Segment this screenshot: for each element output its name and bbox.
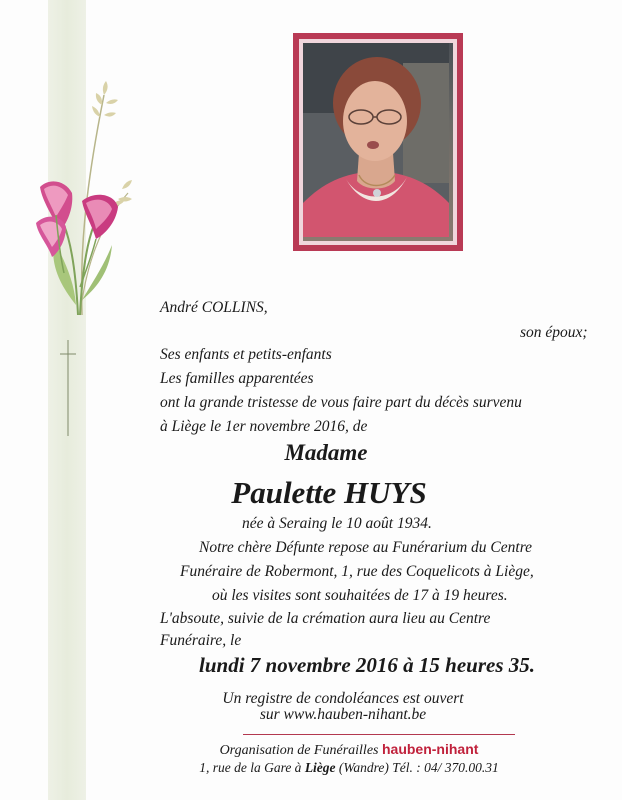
register-line: Un registre de condoléances est ouvert [222, 690, 464, 707]
portrait-photo [303, 43, 453, 241]
footer-divider [243, 734, 515, 735]
body-line: Notre chère Défunte repose au Funérarium du Centre [199, 539, 533, 556]
deceased-name: Paulette HUYS [231, 475, 427, 510]
deceased-title: Madame [284, 440, 368, 465]
family-line: ont la grande tristesse de vous faire part du décès survenu [160, 394, 522, 411]
cross-icon [60, 340, 76, 436]
brand-name: hauben-nihant [381, 741, 479, 757]
body-line: Funéraire, le [160, 632, 242, 649]
ceremony-date: lundi 7 novembre 2016 à 15 heures 35. [199, 653, 536, 677]
address-rest: (Wandre) Tél. : 04/ 370.00.31 [338, 760, 499, 775]
spouse-role: son époux; [520, 324, 588, 341]
body-line: Funéraire de Robermont, 1, rue des Coquelicots à Liège, [180, 563, 534, 580]
address-city: Liège [304, 760, 336, 775]
organizer-line [0, 741, 622, 759]
family-line: Les familles apparentées [160, 370, 314, 387]
family-line: à Liège le 1er novembre 2016, de [160, 418, 368, 435]
husband-name: André COLLINS, [160, 299, 268, 316]
organizer-address [0, 760, 622, 776]
family-line: Ses enfants et petits-enfants [160, 346, 332, 363]
address-street: 1, rue de la Gare à [199, 760, 302, 775]
organizer-prefix: Organisation de Funérailles [219, 743, 379, 758]
body-line: née à Seraing le 10 août 1934. [242, 515, 432, 532]
register-link[interactable]: sur www.hauben-nihant.be [259, 706, 427, 723]
portrait-frame [293, 33, 463, 251]
body-line: L'absoute, suivie de la crémation aura lieu au Centre [160, 610, 491, 627]
body-line: où les visites sont souhaitées de 17 à 19 heures. [212, 587, 508, 604]
calla-lily-illustration [20, 75, 135, 320]
